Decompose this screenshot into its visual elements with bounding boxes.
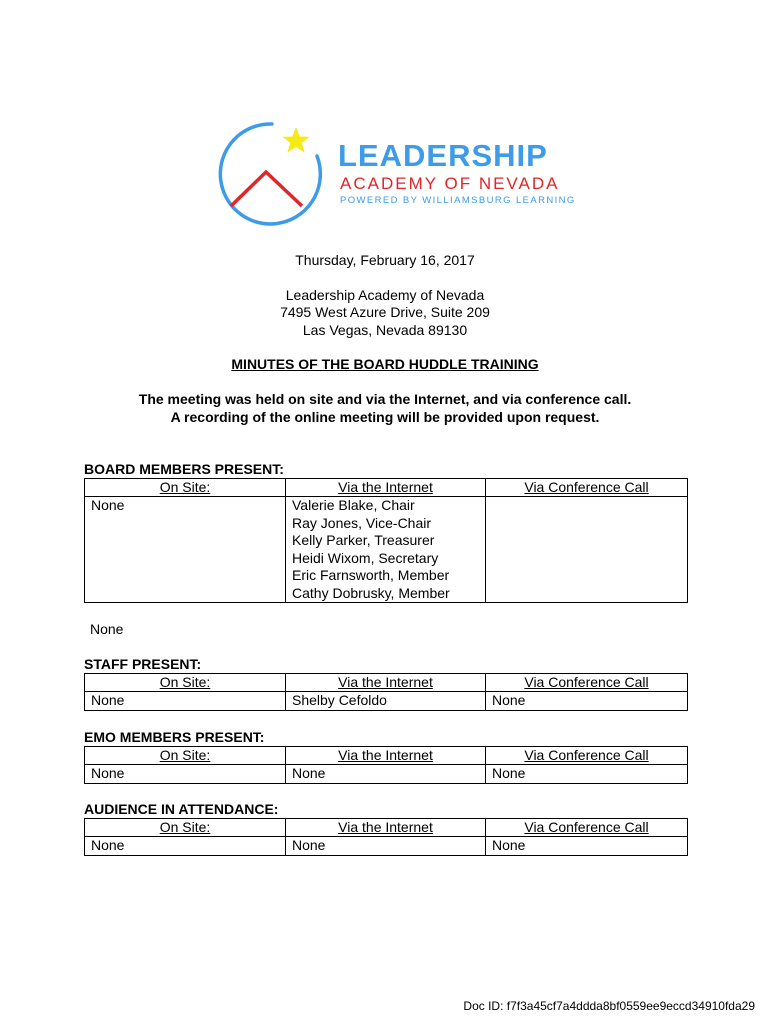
- board-member-name: Eric Farnsworth, Member: [292, 567, 450, 583]
- meeting-date: Thursday, February 16, 2017: [295, 252, 475, 268]
- address-line-1: 7495 West Azure Drive, Suite 209: [280, 304, 490, 320]
- board-member-name: Kelly Parker, Treasurer: [292, 532, 435, 548]
- column-header-conference: Via Conference Call: [486, 747, 688, 765]
- column-header-conference: Via Conference Call: [486, 479, 688, 497]
- board-after-note: None: [90, 621, 124, 637]
- column-header-internet: Via the Internet: [286, 747, 486, 765]
- meeting-note-2: A recording of the online meeting will be provided upon request.: [170, 409, 600, 425]
- audience-internet-cell: None: [286, 837, 486, 856]
- board-members-table: [84, 478, 688, 603]
- board-member-name: Ray Jones, Vice-Chair: [292, 514, 432, 531]
- board-member-name: Cathy Dobrusky, Member: [292, 584, 450, 601]
- board-member-name: Heidi Wixom, Secretary: [292, 549, 439, 566]
- emo-conference-cell: None: [486, 765, 688, 784]
- column-header-internet: Via the Internet: [286, 479, 486, 497]
- board-members-heading: BOARD MEMBERS PRESENT:: [84, 461, 284, 477]
- column-header-on-site: On Site:: [85, 747, 286, 765]
- logo-subtitle: ACADEMY OF NEVADA: [340, 174, 560, 193]
- column-header-conference: Via Conference Call: [486, 674, 688, 692]
- meeting-note-1: The meeting was held on site and via the Internet, and via conference call.: [138, 391, 632, 407]
- organization-logo: [214, 120, 576, 230]
- board-member-name: Valerie Blake, Chair: [292, 497, 415, 513]
- organization-name: Leadership Academy of Nevada: [285, 287, 485, 303]
- document-title: MINUTES OF THE BOARD HUDDLE TRAINING: [231, 356, 539, 372]
- emo-internet-cell: None: [286, 765, 486, 784]
- audience-on-site-cell: None: [85, 837, 286, 856]
- staff-table: [84, 673, 688, 711]
- staff-internet-cell: Shelby Cefoldo: [286, 692, 486, 711]
- board-conference-cell: [486, 497, 688, 603]
- audience-heading: AUDIENCE IN ATTENDANCE:: [84, 801, 279, 817]
- logo-tagline: POWERED BY WILLIAMSBURG LEARNING: [340, 195, 576, 206]
- document-id: Doc ID: f7f3a45cf7a4ddda8bf0559ee9eccd34910fda29: [463, 999, 755, 1013]
- audience-table: [84, 818, 688, 856]
- emo-members-heading: EMO MEMBERS PRESENT:: [84, 729, 265, 745]
- column-header-on-site: On Site:: [85, 819, 286, 837]
- staff-on-site-cell: None: [85, 692, 286, 711]
- board-internet-cell: [286, 497, 486, 603]
- logo-title: LEADERSHIP: [338, 138, 548, 173]
- circle-house-star-icon: [214, 120, 334, 230]
- address-line-2: Las Vegas, Nevada 89130: [302, 322, 468, 338]
- emo-members-table: [84, 746, 688, 784]
- column-header-on-site: On Site:: [85, 479, 286, 497]
- audience-conference-cell: None: [486, 837, 688, 856]
- column-header-internet: Via the Internet: [286, 674, 486, 692]
- emo-on-site-cell: None: [85, 765, 286, 784]
- staff-heading: STAFF PRESENT:: [84, 656, 202, 672]
- board-on-site-cell: None: [85, 497, 286, 603]
- column-header-conference: Via Conference Call: [486, 819, 688, 837]
- column-header-internet: Via the Internet: [286, 819, 486, 837]
- column-header-on-site: On Site:: [85, 674, 286, 692]
- staff-conference-cell: None: [486, 692, 688, 711]
